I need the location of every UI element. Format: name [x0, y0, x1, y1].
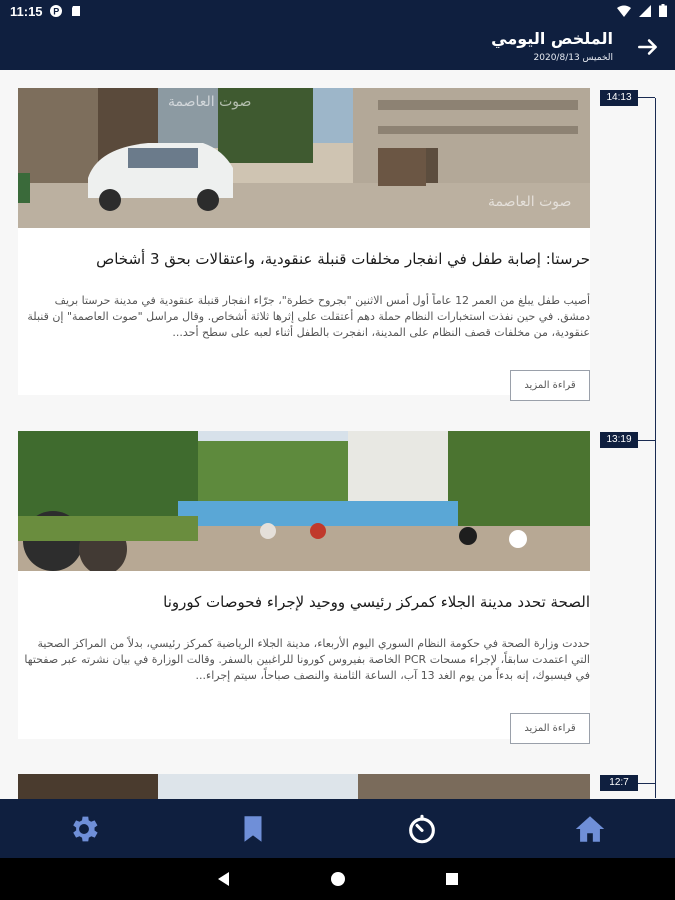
- bookmark-icon[interactable]: [236, 812, 270, 846]
- system-navigation-bar: [0, 858, 675, 900]
- news-card[interactable]: [18, 88, 590, 395]
- daily-summary-feed[interactable]: [0, 70, 675, 799]
- time-badge: 13:19: [600, 432, 638, 448]
- home-circle-icon[interactable]: [330, 871, 346, 887]
- svg-text:P: P: [53, 6, 60, 17]
- timeline-line: [655, 98, 656, 798]
- page-title: الملخص اليومي: [491, 29, 613, 48]
- page-date: الخميس 2020/8/13: [533, 53, 613, 63]
- news-excerpt: حددت وزارة الصحة في حكومة النظام السوري اليوم الأربعاء، مدينة الجلاء الرياضية كمركز رئيسي، بدلاً من المراكز الصحية التي اعتمدت سابقاً، لإجراء مسحات PCR الخاصة بفيروس كورونا للراغبين بالسفر. وقالت الوزارة في بيان نشرته عبر صفحتها في فيسبوك، إنه بدءاً من يوم الغد 13 آب، الساعة الثامنة والنصف صباحاً، سيتم إجراء...: [24, 637, 590, 682]
- news-card[interactable]: [18, 431, 590, 739]
- news-photo-street[interactable]: [18, 88, 590, 228]
- battery-icon: [659, 4, 667, 17]
- news-photo[interactable]: [18, 774, 590, 799]
- app-bar: [0, 24, 675, 70]
- image-watermark: صوت العاصمة: [168, 94, 252, 110]
- bottom-navigation: [0, 799, 675, 858]
- time-badge: 12:7: [600, 775, 638, 791]
- news-headline[interactable]: الصحة تحدد مدينة الجلاء كمركز رئيسي ووحيد لإجراء فحوصات كورونا: [163, 593, 590, 611]
- back-triangle-icon[interactable]: [216, 871, 232, 887]
- wifi-icon: [617, 5, 631, 17]
- news-headline[interactable]: حرستا: إصابة طفل في انفجار مخلفات قنبلة عنقودية، واعتقالات بحق 3 أشخاص: [96, 250, 590, 268]
- news-card[interactable]: [18, 774, 590, 799]
- read-more-button[interactable]: قراءة المزيد: [510, 713, 590, 744]
- home-icon[interactable]: [573, 812, 607, 846]
- time-badge: 14:13: [600, 90, 638, 106]
- arrow-forward-icon[interactable]: [635, 34, 661, 60]
- timeline-tick: [638, 440, 655, 441]
- news-excerpt: أصيب طفل يبلغ من العمر 12 عاماً أول أمس الاثنين "بجروح خطرة"، جرّاء انفجار قنبلة عنقودية في مدينة حرستا بريف دمشق. في حين نفذت استخبارات النظام حملة دهم أعتقلت على إثرها ثلاثة أشخاص. وقال مراسل "صوت العاصمة" إن قنبلة عنقودية، من مخلفات قصف النظام على المدينة، انفجرت بالطفل أثناء لعبه على سطح أحد...: [27, 294, 590, 339]
- image-watermark: صوت العاصمة: [488, 194, 572, 210]
- gear-icon[interactable]: [67, 812, 101, 846]
- sd-card-icon: [70, 5, 82, 17]
- notification-p-icon: [50, 5, 62, 17]
- timeline-tick: [638, 97, 655, 98]
- recents-square-icon[interactable]: [444, 871, 460, 887]
- timeline-tick: [638, 783, 655, 784]
- status-bar: [0, 0, 675, 24]
- signal-icon: [639, 5, 651, 17]
- read-more-button[interactable]: قراءة المزيد: [510, 370, 590, 401]
- timer-icon[interactable]: [405, 812, 439, 846]
- news-photo-park[interactable]: [18, 431, 590, 571]
- status-time: 11:15: [10, 4, 43, 19]
